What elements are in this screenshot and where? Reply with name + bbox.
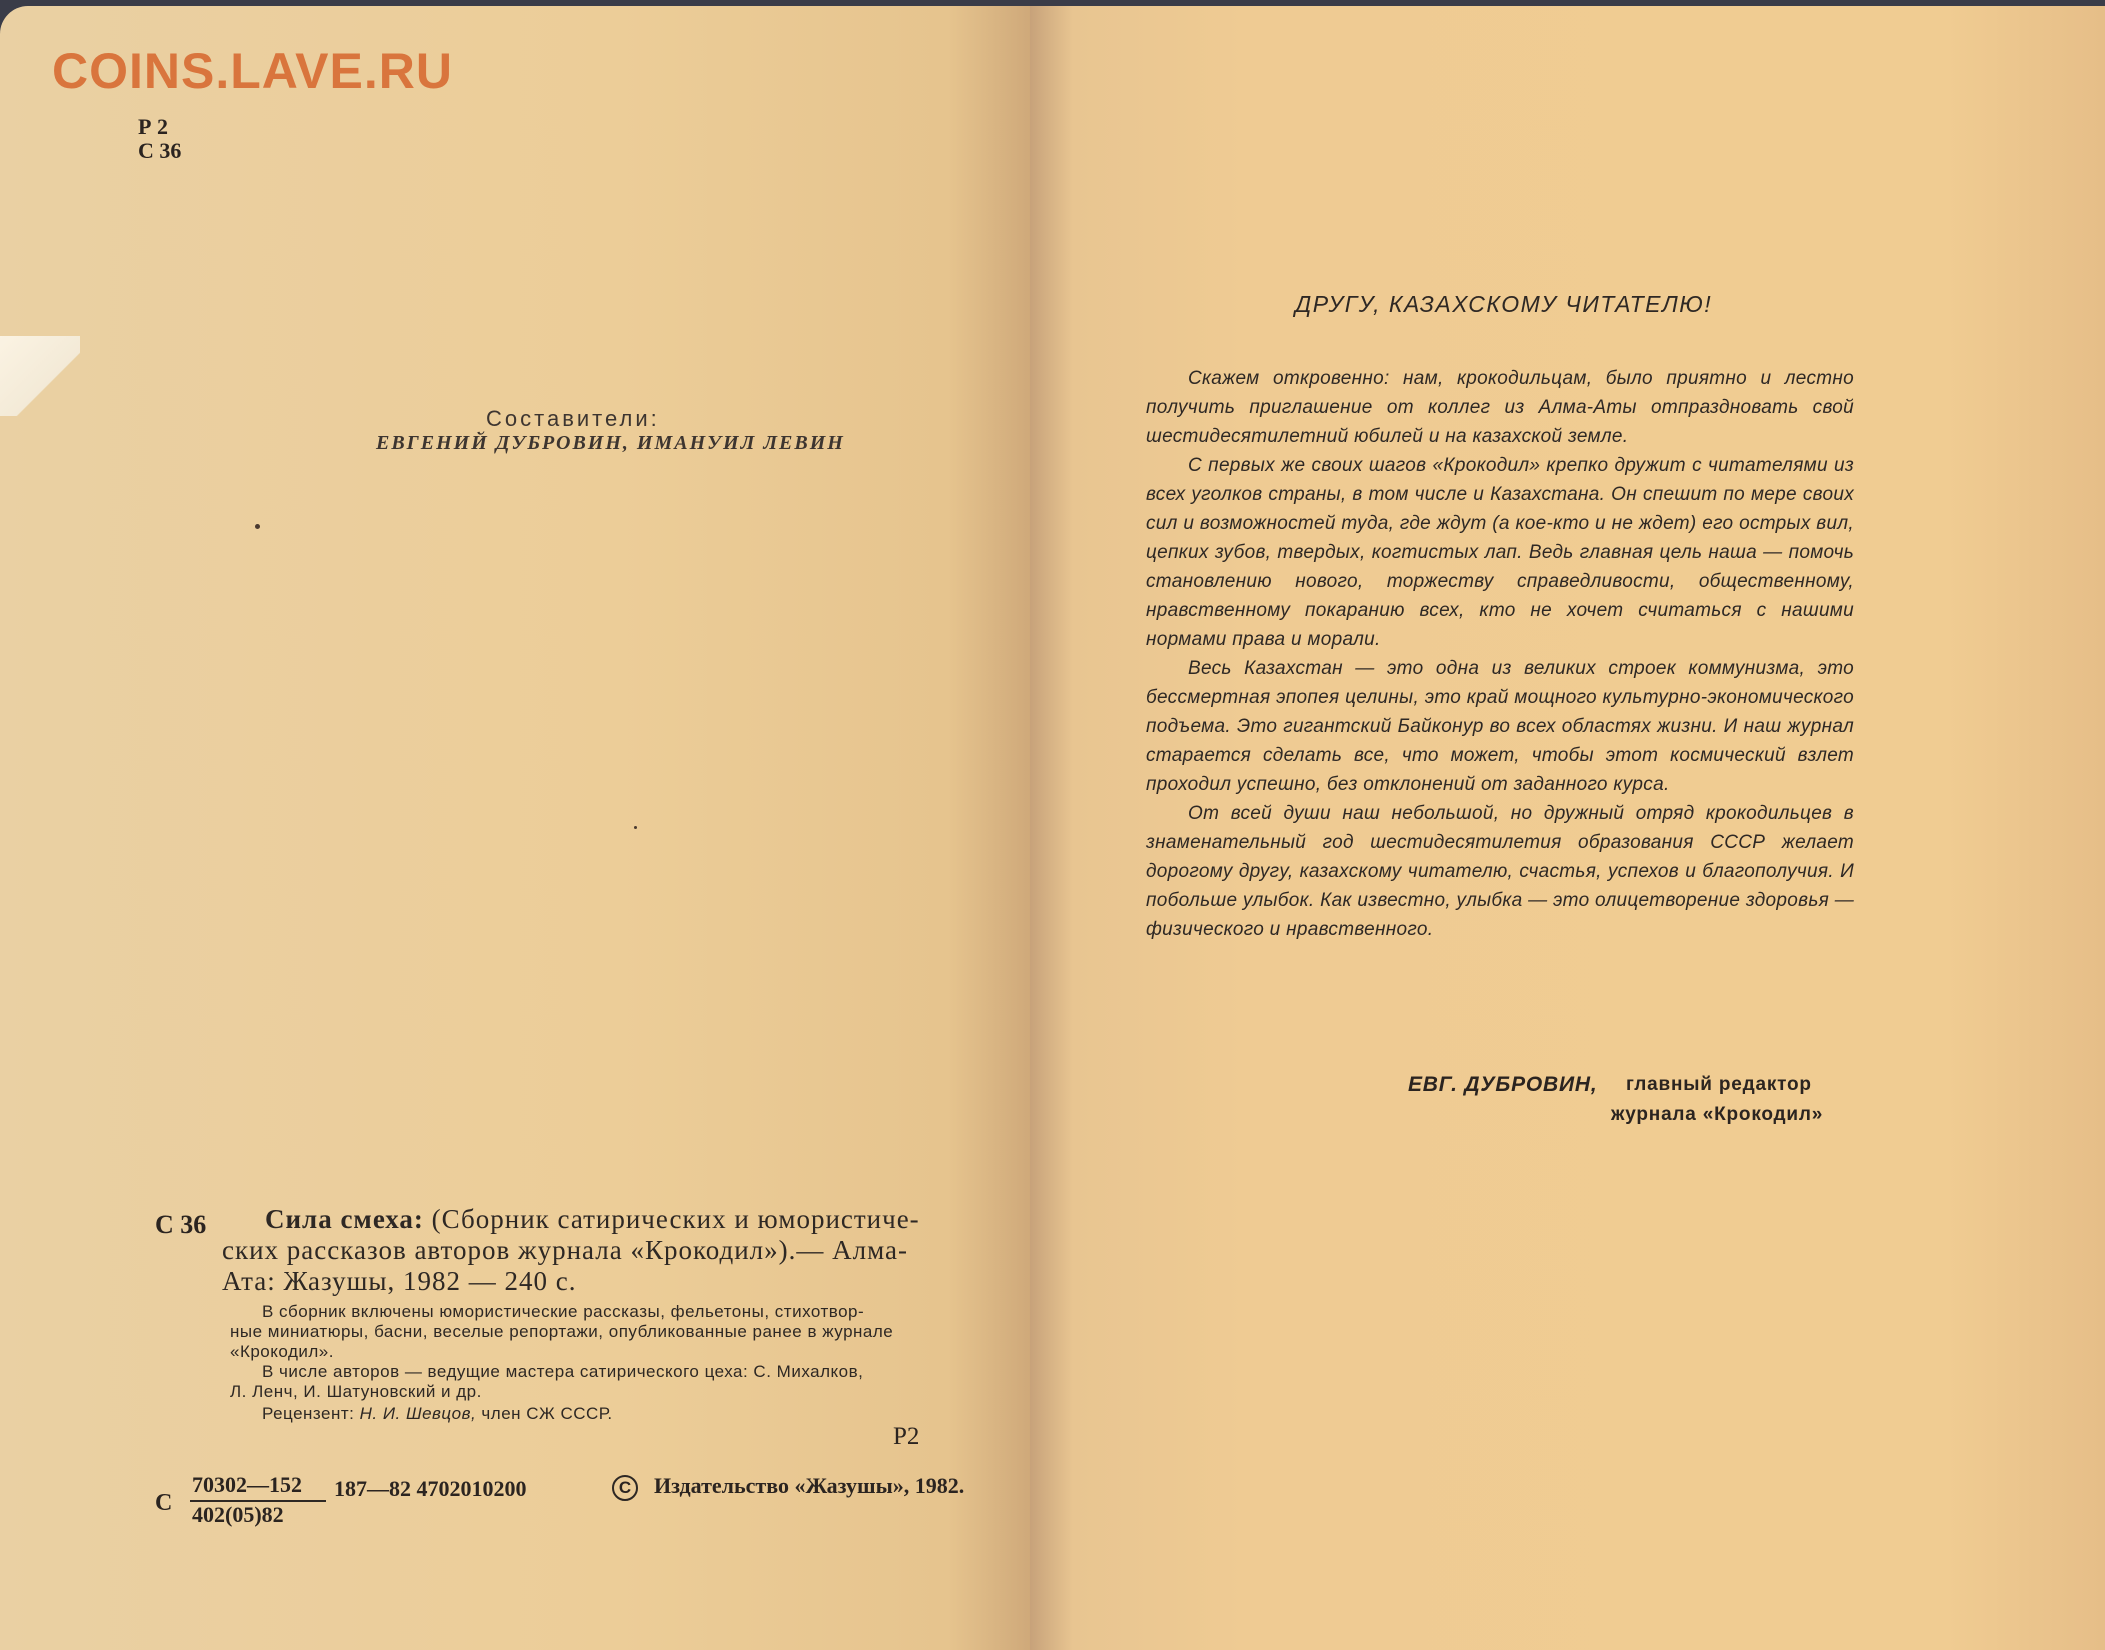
classification-code-2: С 36	[138, 138, 182, 163]
bib-index-p2: Р2	[893, 1423, 920, 1450]
classification-code-1: Р 2	[138, 114, 168, 139]
dedication-heading: ДРУГУ, КАЗАХСКОМУ ЧИТАТЕЛЮ!	[1295, 291, 1713, 317]
book-title: Сила смеха:	[265, 1204, 424, 1234]
annotation-line-2: ные миниатюры, басни, веселые репортажи, опубликованные ранее в журнале	[230, 1322, 894, 1341]
left-page	[0, 6, 1030, 1650]
annotation-line-4: В числе авторов — ведущие мастера сатирического цеха: С. Михалков,	[262, 1362, 864, 1381]
signature-journal: журнала «Крокодил»	[1611, 1104, 1824, 1125]
reviewer-name: Н. И. Шевцов,	[359, 1404, 477, 1423]
compilers-label: Составители:	[486, 406, 660, 431]
torn-corner	[0, 336, 80, 416]
bib-line-3: Ата: Жазушы, 1982 — 240 с.	[222, 1266, 577, 1296]
reviewer-line: Рецензент: Н. И. Шевцов, член СЖ СССР.	[262, 1404, 613, 1423]
annotation-line-5: Л. Ленч, И. Шатуновский и др.	[230, 1382, 482, 1401]
annotation-line-1: В сборник включены юмористические рассказы, фельетоны, стихотвор-	[262, 1302, 865, 1321]
signature-role: главный редактор	[1626, 1074, 1812, 1095]
foreword-paragraph: Скажем откровенно: нам, крокодильцам, было приятно и лестно получить приглашение от коллег из Алма-Аты отпраздновать свой шестидесятилетний юбилей и на казахской земле.	[1146, 368, 1854, 447]
watermark: COINS.LAVE.RU	[52, 43, 453, 99]
bib-code: С 36	[155, 1210, 207, 1239]
foreword-paragraph: От всей души наш небольшой, но дружный отряд крокодильцев в знаменательный год шестидесятилетия образования СССР желает дорогому другу, казахскому читателю, счастья, успехов и благополучия. И побольше улыбок. Как известно, улыбка — это олицетворение здоровья — физического и нравственного.	[1146, 803, 1854, 940]
publisher-line: Издательство «Жазушы», 1982.	[654, 1473, 965, 1498]
bib-line-2: ских рассказов авторов журнала «Крокодил»).— Алма-	[222, 1235, 908, 1265]
foreword-paragraph: Весь Казахстан — это одна из великих строек коммунизма, это бессмертная эпопея целины, это край мощного культурно-экономического подъема. Это гигантский Байконур во всех областях жизни. И наш журнал старается сделать все, что может, чтобы этот космический взлет проходил успешно, без отклонений от заданного курса.	[1146, 658, 1854, 795]
paper-speck	[634, 826, 637, 829]
index-fraction-bottom: 402(05)82	[192, 1502, 284, 1527]
foreword-paragraph: С первых же своих шагов «Крокодил» крепко дружит с читателями из всех уголков страны, в том числе и Казахстана. Он спешит по мере своих сил и возможностей туда, где ждут (а кое-кто и не ждет) его острых вил, цепких зубов, твердых, когтистых лап. Ведь главная цель наша — помочь становлению нового, торжеству справедливости, общественному, нравственному покаранию всех, кто не хочет считаться с нашими нормами права и морали.	[1146, 455, 1854, 650]
signature-name: ЕВГ. ДУБРОВИН,	[1408, 1073, 1598, 1096]
copyright-icon: С	[612, 1475, 638, 1501]
annotation-line-3: «Крокодил».	[230, 1342, 334, 1361]
book-spread	[0, 6, 2105, 1650]
index-letter: С	[155, 1490, 173, 1516]
foreword-text	[1146, 364, 1854, 944]
bib-line-1: Сила смеха: (Сборник сатирических и юмористиче-	[265, 1204, 920, 1234]
compilers-names: ЕВГЕНИЙ ДУБРОВИН, ИМАНУИЛ ЛЕВИН	[376, 432, 845, 454]
paper-speck	[255, 524, 260, 529]
catalog-number: 187—82 4702010200	[334, 1476, 527, 1501]
index-fraction-top: 70302—152	[192, 1472, 302, 1497]
